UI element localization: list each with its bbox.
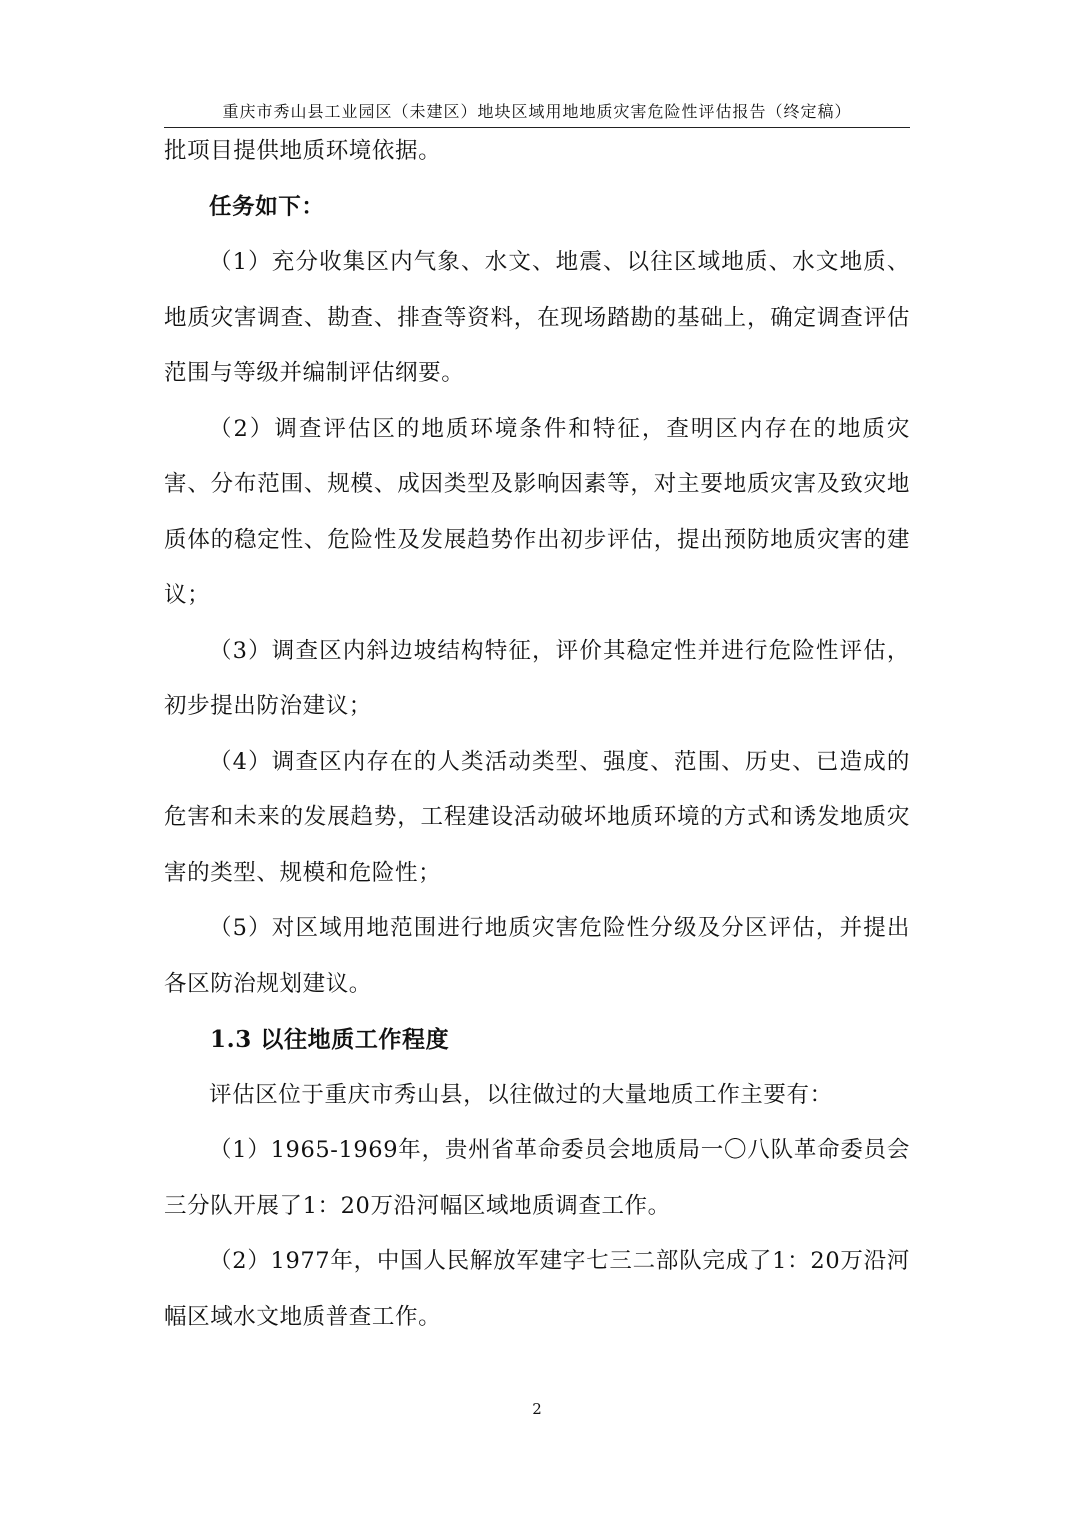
- work-item-1: （1）1965-1969年，贵州省革命委员会地质局一〇八队革命委员会三分队开展了1：20万沿河幅区域地质调查工作。: [164, 1137, 910, 1219]
- task-heading: 任务如下：: [209, 193, 325, 220]
- section-heading: 1.3 以往地质工作程度: [210, 1026, 450, 1053]
- task-item-2: （2）调查评估区的地质环境条件和特征，查明区内存在的地质灾害、分布范围、规模、成因类型及影响因素等，对主要地质灾害及致灾地质体的稳定性、危险性及发展趋势作出初步评估，提出预防地质灾害的建议；: [164, 415, 910, 608]
- work-item-2: （2）1977年，中国人民解放军建字七三二部队完成了1：20万沿河幅区域水文地质普查工作。: [164, 1248, 910, 1330]
- intro-paragraph: 评估区位于重庆市秀山县，以往做过的大量地质工作主要有：: [209, 1081, 833, 1108]
- task-item-5: （5）对区域用地范围进行地质灾害危险性分级及分区评估，并提出各区防治规划建议。: [164, 915, 910, 997]
- running-header: 重庆市秀山县工业园区（未建区）地块区域用地地质灾害危险性评估报告（终定稿）: [222, 102, 852, 121]
- task-item-3: （3）调查区内斜边坡结构特征，评价其稳定性并进行危险性评估，初步提出防治建议；: [164, 637, 910, 719]
- task-item-4: （4）调查区内存在的人类活动类型、强度、范围、历史、已造成的危害和未来的发展趋势，工程建设活动破坏地质环境的方式和诱发地质灾害的类型、规模和危险性；: [164, 748, 910, 886]
- page-number: 2: [532, 1400, 542, 1418]
- document-body: [164, 124, 910, 1345]
- task-item-1: （1）充分收集区内气象、水文、地震、以往区域地质、水文地质、地质灾害调查、勘查、排查等资料，在现场踏勘的基础上，确定调查评估范围与等级并编制评估纲要。: [164, 249, 910, 386]
- continuation-paragraph: 批项目提供地质环境依据。: [164, 138, 442, 164]
